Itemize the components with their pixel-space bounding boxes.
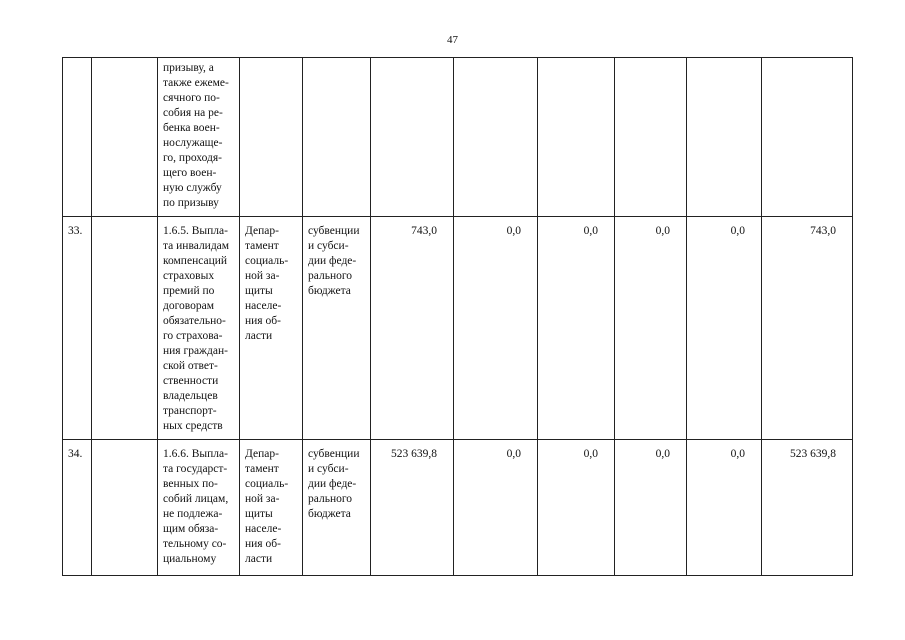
cell-value-1: 743,0 [371, 217, 454, 440]
cell-value-5 [687, 58, 762, 217]
cell-description: 1.6.5. Выпла- та инвалидам компенсаций страховых премий по договорам обязательно- го страхова- ния граждан- ской ответ- ственности владельцев транспорт- ных средств [158, 217, 240, 440]
cell-index [63, 58, 92, 217]
cell-value-4 [615, 58, 687, 217]
page-number: 47 [447, 34, 458, 46]
cell-value-1: 523 639,8 [371, 440, 454, 576]
cell-index: 33. [63, 217, 92, 440]
cell-executor [240, 58, 303, 217]
cell-total: 743,0 [762, 217, 853, 440]
cell-source: субвенции и субси- дии феде- рального бюджета [303, 440, 371, 576]
cell-description: призыву, а также ежеме- сячного по- собия на ре- бенка воен- нослужаще- го, проходя- щего воен- ную службу по призыву [158, 58, 240, 217]
cell-value-3: 0,0 [538, 440, 615, 576]
cell-description: 1.6.6. Выпла- та государст- венных по- собий лицам, не подлежа- щим обяза- тельному со- циальному [158, 440, 240, 576]
cell-value-4: 0,0 [615, 440, 687, 576]
cell-value-2: 0,0 [454, 440, 538, 576]
cell-source [303, 58, 371, 217]
cell-value-4: 0,0 [615, 217, 687, 440]
cell-value-5: 0,0 [687, 440, 762, 576]
table-row-continued [63, 58, 853, 217]
cell-source: субвенции и субси- дии феде- рального бюджета [303, 217, 371, 440]
cell-blank [92, 217, 158, 440]
table-row [63, 440, 853, 576]
cell-value-1 [371, 58, 454, 217]
cell-blank [92, 58, 158, 217]
cell-value-2: 0,0 [454, 217, 538, 440]
cell-total [762, 58, 853, 217]
table-row [63, 217, 853, 440]
cell-total: 523 639,8 [762, 440, 853, 576]
cell-index: 34. [63, 440, 92, 576]
cell-value-3: 0,0 [538, 217, 615, 440]
cell-executor: Депар- тамент социаль- ной за- щиты населе- ния об- ласти [240, 217, 303, 440]
cell-blank [92, 440, 158, 576]
cell-value-5: 0,0 [687, 217, 762, 440]
cell-executor: Депар- тамент социаль- ной за- щиты населе- ния об- ласти [240, 440, 303, 576]
cell-value-2 [454, 58, 538, 217]
budget-table [62, 57, 853, 576]
cell-value-3 [538, 58, 615, 217]
